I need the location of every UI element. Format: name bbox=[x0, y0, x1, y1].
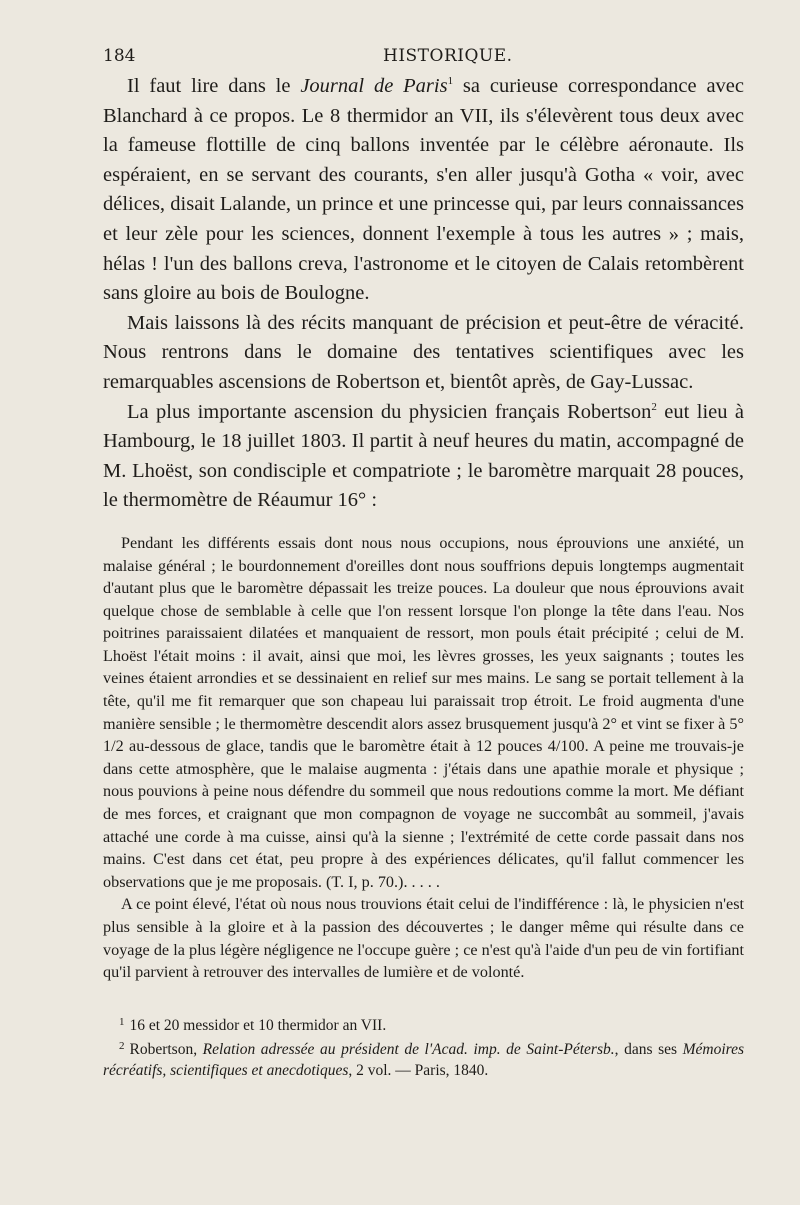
main-text bbox=[103, 72, 744, 516]
footnote-ref-2: 2 bbox=[651, 400, 657, 413]
paragraph-text: eut lieu à Hambourg, le 18 juillet 1803. Il partit à neuf heures du matin, accompagné de M. Lhoëst, son condisciple et compatriote ; le baromètre marquait 28 pouces, le thermomètre de Réaumur 16° : bbox=[103, 400, 745, 512]
page-number: 184 bbox=[103, 46, 136, 66]
paragraph-hambourg-ascension bbox=[103, 398, 744, 516]
quote-paragraph-1: Pendant les différents essais dont nous nous occupions, nous éprouvions une anxiété, un malaise général ; le bourdonnement d'oreilles dont nous souffrions depuis longtemps augmentait d'autant plus que le baromètre dépassait les treize pouces. La douleur que nous éprouvions avait quelque chose de semblable à celle que l'on ressent lorsque l'on plonge la tête dans l'eau. Nos poitrines paraissaient dilatées et manquaient de ressort, mon pouls était précipité ; celui de M. Lhoëst l'était moins : il avait, ainsi que moi, les lèvres grosses, les yeux saignants ; toutes les veines étaient arrondies et se dessinaient en relief sur mes mains. Le sang se portait tellement à la tête, qu'il me fit remarquer que son chapeau lui paraissait trop étroit. Le froid augmenta d'une manière sensible ; le thermomètre descendit alors assez brusquement jusqu'à 2° et vint se fixer à 5° 1/2 au-dessous de glace, tandis que le baromètre était à 12 pouces 4/100. A peine me trouvais-je dans cette atmosphère, que le malaise augmenta : j'étais dans une apathie morale et physique ; nous pouvions à peine nous défendre du sommeil que nous redoutions comme la mort. Me défiant de mes forces, et craignant que mon compagnon de voyage ne succombât au sommeil, j'avais attaché une corde à ma cuisse, ainsi qu'à la sienne ; l'extrémité de cette corde passait dans nos mains. C'est dans cet état, peu propre à des expériences délicates, qu'il fallut commencer les observations que je me proposais. (T. I, p. 70.). . . . . bbox=[103, 533, 744, 891]
footnote-text: , 2 vol. — Paris, 1840. bbox=[348, 1061, 489, 1079]
footnote-mark: 2 bbox=[119, 1040, 125, 1053]
footnote-1 bbox=[103, 1012, 744, 1037]
block-quote bbox=[103, 532, 744, 984]
paragraph-text: La plus importante ascension du physicien français Robertson bbox=[127, 400, 652, 423]
footnote-2 bbox=[103, 1036, 744, 1081]
footnote-mark: 1 bbox=[119, 1015, 125, 1028]
page-header bbox=[103, 42, 744, 70]
quote-paragraph-2: A ce point élevé, l'état où nous nous trouvions était celui de l'indifférence : là, le physicien n'est plus sensible à la gloire et à la passion des découvertes ; le danger même qui résulte dans ce voyage de la plus légère négligence ne l'occupe guère ; ce n'est qu'à l'aide d'un peu de vin fortifiant qu'il parvient à retrouver des intervalles de lumière et de volonté. bbox=[103, 895, 744, 982]
running-title: HISTORIQUE. bbox=[383, 46, 513, 66]
footnote-text: 16 et 20 messidor et 10 thermidor an VII. bbox=[129, 1016, 387, 1034]
paragraph-text: Il faut lire dans le bbox=[127, 75, 301, 97]
footnote-ref-1: 1 bbox=[447, 75, 454, 87]
footnote-text: Robertson, bbox=[129, 1041, 203, 1059]
paragraph-text: sa curieuse correspondance avec Blanchard à ce propos. Le 8 thermidor an VII, ils s'élevèrent tous deux avec la fameuse flottille de cinq ballons inventée par le célèbre aéronaute. Ils espéraient, en se servant des courants, s'en aller jusqu'à Gotha « voir, avec délices, disait Lalande, un prince et une princesse qui, par leurs connaissances et leur zèle pour les sciences, donnent l'exemple à tous les autres » ; mais, hélas ! l'un des ballons creva, l'astronome et le citoyen de Calais retombèrent sans gloire au bois de Boulogne. bbox=[103, 75, 745, 305]
cited-title-relation: Relation adressée au président de l'Acad. imp. de Saint-Pétersb. bbox=[202, 1041, 615, 1059]
paragraph-robertson-intro: Mais laissons là des récits manquant de précision et peut-être de véracité. Nous rentrons dans le domaine des tentatives scientifiques avec les remarquables ascensions de Robertson et, bientôt après, de Gay-Lussac. bbox=[103, 311, 744, 393]
cited-title-memoires: Mémoires récréatifs, scientifiques et anecdotiques bbox=[103, 1041, 745, 1079]
journal-title: Journal de Paris bbox=[300, 75, 448, 97]
footnotes bbox=[103, 1012, 744, 1082]
paragraph-journal-de-paris bbox=[103, 72, 744, 309]
footnote-text: , dans ses bbox=[614, 1041, 683, 1059]
